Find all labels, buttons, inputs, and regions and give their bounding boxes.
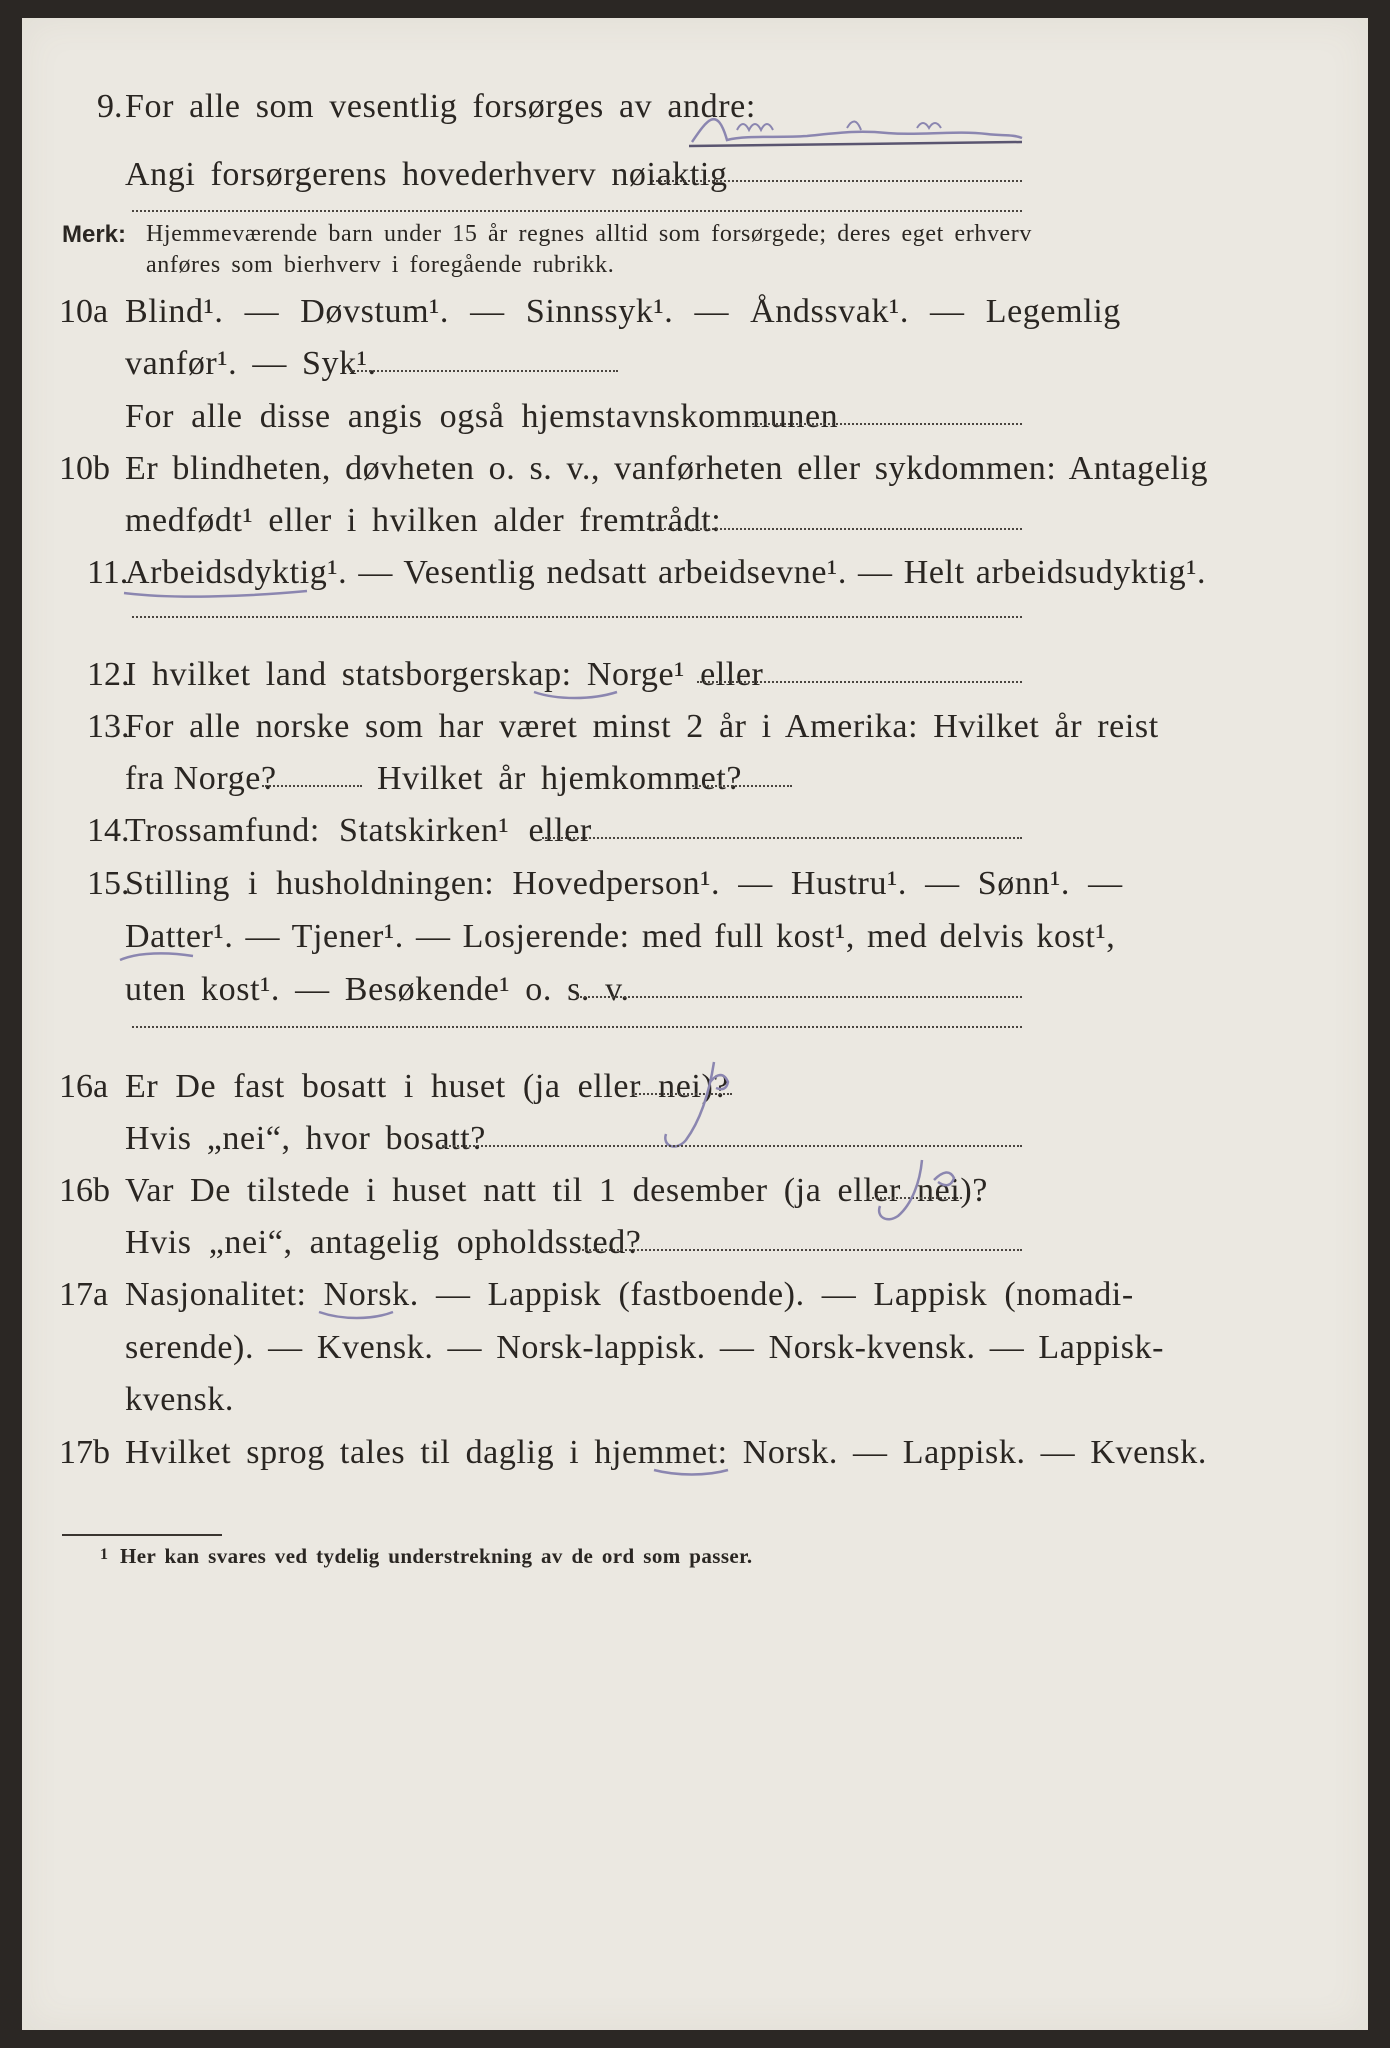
q17b-pencil-underline [652, 1464, 732, 1480]
q13-line1: For alle norske som har været minst 2 år i Amerika: Hvilket år reist [125, 708, 1159, 745]
q12-line1: I hvilket land statsborgerskap: Norge¹ eller [125, 656, 764, 693]
q15-number: 15. [87, 865, 130, 902]
q10b-answer-line [647, 528, 1022, 530]
q12-answer-line [697, 681, 1022, 683]
q15-line3: uten kost¹. — Besøkende¹ o. s. v. [125, 971, 630, 1008]
footnote-mark: 1 [100, 1546, 109, 1563]
q16b-line2: Hvis „nei“, antagelig opholdssted? [125, 1224, 642, 1261]
q10b-line1: Er blindheten, døvheten o. s. v., vanførheten eller sykdommen: Antagelig [125, 450, 1209, 487]
q17a-line3: kvensk. [125, 1381, 235, 1418]
q9-answer-line [652, 180, 1022, 182]
footnote-separator [62, 1534, 222, 1536]
q16a-number: 16a [59, 1068, 109, 1105]
q10a-number: 10a [59, 293, 109, 330]
q15-line2: Datter¹. — Tjener¹. — Losjerende: med full kost¹, med delvis kost¹, [125, 918, 1116, 955]
q13-number: 13. [87, 708, 130, 745]
q17a-line2: serende). — Kvensk. — Norsk-lappisk. — Norsk-kvensk. — Lappisk- [125, 1329, 1165, 1366]
q14-line1: Trossamfund: Statskirken¹ eller [125, 812, 592, 849]
q14-number: 14. [87, 812, 130, 849]
q9-crossed-out-scribble [687, 100, 1027, 160]
merk-line1: Hjemmeværende barn under 15 år regnes alltid som forsørgede; deres eget erhverv [146, 221, 1033, 247]
q17a-pencil-underline [317, 1306, 397, 1322]
q13-year-returned-line [692, 785, 792, 787]
q15-answer-line [577, 996, 1022, 998]
q10b-number: 10b [59, 450, 110, 487]
q12-pencil-underline [532, 686, 622, 702]
q17a-line1: Nasjonalitet: Norsk. — Lappisk (fastboende). — Lappisk (nomadi- [125, 1276, 1134, 1313]
q13-year-left-line [262, 785, 362, 787]
q10a-line3: For alle disse angis også hjemstavnskommunen [125, 398, 839, 435]
merk-line2: anføres som bierhverv i foregående rubrikk. [146, 252, 615, 278]
q17b-number: 17b [59, 1434, 110, 1471]
q15-line1: Stilling i husholdningen: Hovedperson¹. — Hustru¹. — Sønn¹. — [125, 865, 1123, 902]
q10b-line2: medfødt¹ eller i hvilken alder fremtrådt: [125, 502, 722, 539]
census-form-page [22, 18, 1368, 2030]
q9-number: 9. [97, 88, 123, 125]
q14-answer-line [542, 837, 1022, 839]
q9-line2: Angi forsørgerens hovederhverv nøiaktig [125, 156, 728, 193]
q15-extra-line [132, 1026, 1022, 1028]
q11-extra-line [132, 616, 1022, 618]
q10a-hometown-line [752, 423, 1022, 425]
q16a-handwritten-answer [652, 1058, 742, 1153]
q16a-line2: Hvis „nei“, hvor bosatt? [125, 1120, 486, 1157]
q13-line2b: Hvilket år hjemkommet? [377, 760, 743, 797]
q11-number: 11. [87, 554, 129, 591]
q16b-number: 16b [59, 1172, 110, 1209]
q12-number: 12. [87, 656, 130, 693]
footnote-text: Her kan svares ved tydelig understrekning av de ord som passer. [120, 1544, 753, 1568]
q9-extra-line [132, 210, 1022, 212]
q17b-line1: Hvilket sprog tales til daglig i hjemmet: Norsk. — Lappisk. — Kvensk. [125, 1434, 1207, 1471]
q10a-line2: vanfør¹. — Syk¹. [125, 345, 377, 382]
q16a-line1: Er De fast bosatt i huset (ja eller nei)? [125, 1068, 730, 1105]
q16b-line1: Var De tilstede i huset natt til 1 desember (ja eller nei)? [125, 1172, 988, 1209]
q17a-number: 17a [59, 1276, 109, 1313]
q11-line1: Arbeidsdyktig¹. — Vesentlig nedsatt arbeidsevne¹. — Helt arbeidsudyktig¹. [125, 554, 1207, 591]
q13-line2a: fra Norge? [125, 760, 277, 797]
q10a-answer-line [350, 370, 618, 372]
q15-pencil-underline [118, 948, 198, 966]
q10a-line1: Blind¹. — Døvstum¹. — Sinnssyk¹. — Åndssvak¹. — Legemlig [125, 293, 1121, 330]
merk-label: Merk: [62, 221, 127, 248]
q9-line1: For alle som vesentlig forsørges av andre: [125, 88, 756, 125]
q11-pencil-underline [122, 583, 312, 603]
q16b-whereabouts-line [582, 1249, 1022, 1251]
q16b-handwritten-answer [872, 1158, 972, 1228]
q16a-residence-line [442, 1145, 1022, 1147]
